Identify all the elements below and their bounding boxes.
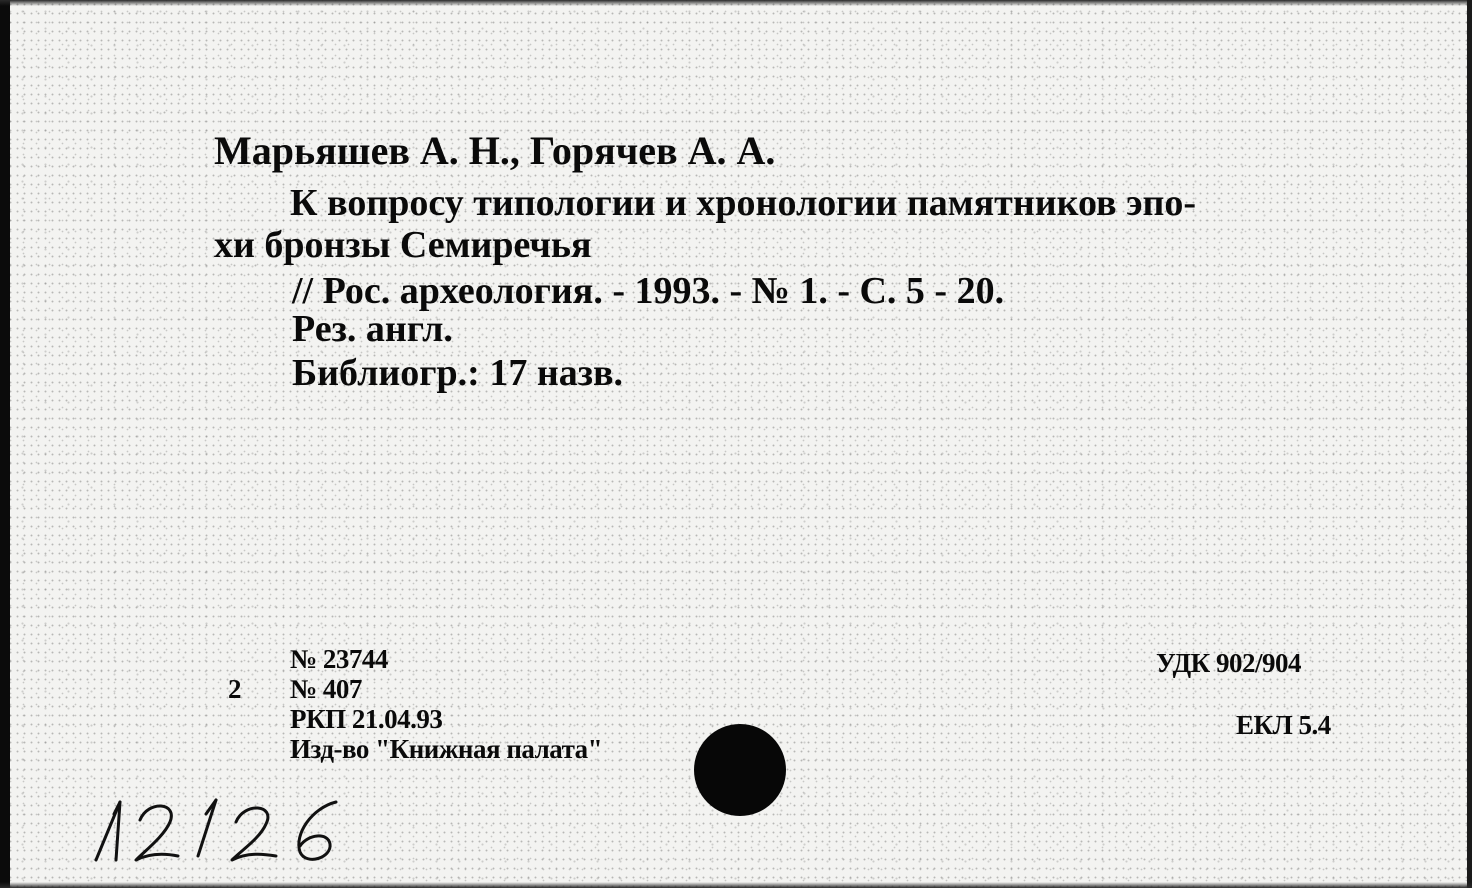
ekl-code: ЕКЛ 5.4 — [1236, 710, 1331, 740]
publisher-line: Изд-во "Книжная палата" — [290, 734, 603, 764]
card-left-edge — [0, 0, 10, 888]
card-top-edge — [0, 0, 1472, 6]
summary-note: Рез. англ. — [292, 308, 453, 350]
title-line-1: К вопросу типологии и хронологии памятников эпо- — [290, 182, 1197, 224]
bibliography-note: Библиогр.: 17 назв. — [292, 352, 624, 394]
source-reference: // Рос. археология. - 1993. - № 1. - С. 5 - 20. — [292, 270, 1005, 312]
rkp-date: РКП 21.04.93 — [290, 704, 443, 734]
registration-number-2: № 407 — [290, 674, 362, 704]
handwritten-number-signature — [86, 790, 356, 866]
card-right-edge — [1467, 0, 1472, 888]
udk-code: УДК 902/904 — [1156, 648, 1301, 678]
card-bottom-edge — [0, 882, 1472, 888]
title-line-2: хи бронзы Семиречья — [214, 224, 592, 266]
authors-line: Марьяшев А. Н., Горячев А. А. — [214, 128, 776, 173]
copies-count: 2 — [228, 674, 241, 704]
ink-stamp-blot — [694, 724, 786, 816]
registration-number-1: № 23744 — [290, 644, 388, 674]
